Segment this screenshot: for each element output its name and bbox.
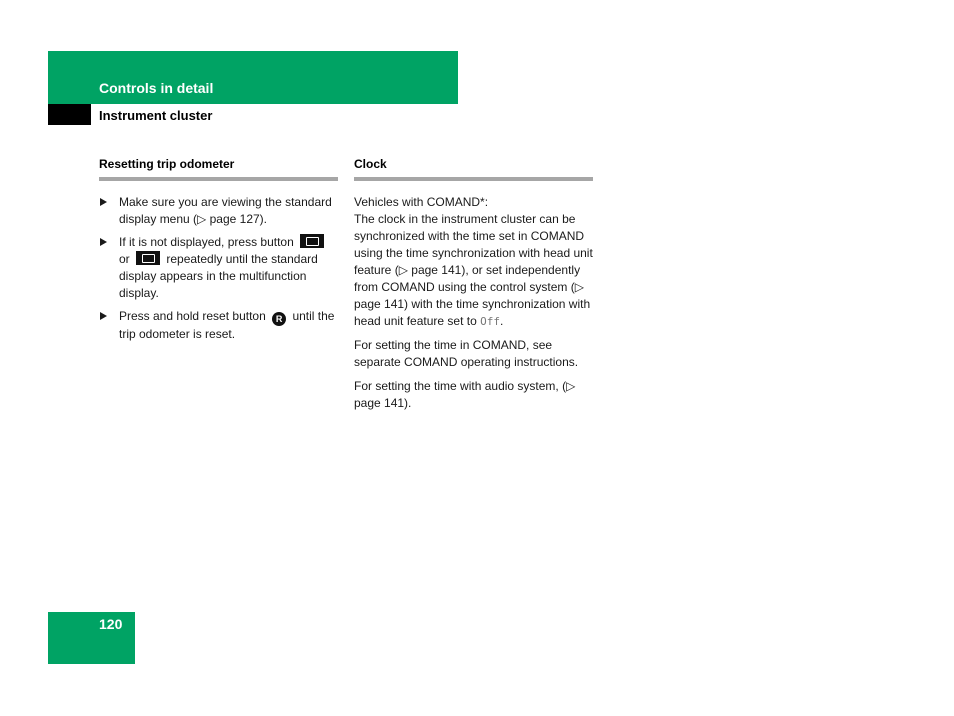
clock-para-3-b: page 141). — [354, 396, 412, 410]
left-column-heading: Resetting trip odometer — [99, 156, 338, 181]
page-number: 120 — [99, 616, 123, 632]
clock-paragraph-3 — [354, 378, 593, 412]
clock-paragraph-1 — [354, 194, 593, 330]
bullet-triangle-icon — [100, 198, 107, 206]
right-column-heading: Clock — [354, 156, 593, 181]
step-3-text-b: until the trip odometer is reset. — [119, 309, 335, 341]
display-value-off: Off — [480, 315, 500, 328]
page-ref-arrow-icon: ▷ — [197, 212, 207, 226]
clock-para-1-a: The clock in the instrument cluster can be synchronized with the time set in COMAND using the time synchronization with head unit feature ( — [354, 212, 593, 277]
step-1-text-a: Make sure you are viewing the standard display menu ( — [119, 195, 332, 226]
step-1-text-b: page 127). — [206, 212, 267, 226]
clock-para-1-b: page 141), or set independently from COMAND using the control system ( — [354, 263, 581, 294]
right-column — [354, 156, 593, 419]
display-up-button-icon — [300, 234, 324, 248]
left-column — [99, 156, 338, 349]
clock-para-1-line-1: Vehicles with COMAND*: — [354, 195, 489, 209]
step-item-3 — [99, 308, 338, 343]
clock-paragraph-2: For setting the time in COMAND, see separate COMAND operating instructions. — [354, 338, 579, 369]
bullet-triangle-icon — [100, 312, 107, 320]
step-item-2 — [99, 234, 338, 302]
page-ref-arrow-icon: ▷ — [566, 379, 576, 393]
clock-para-3-a: For setting the time with audio system, ( — [354, 379, 567, 393]
bullet-triangle-icon — [100, 238, 107, 246]
step-2-text-a: If it is not displayed, press button — [119, 235, 294, 249]
clock-para-1-c: page 141) with the time synchronization with head unit feature set to — [354, 297, 591, 328]
reset-button-icon: R — [272, 312, 286, 326]
chapter-tab-marker — [48, 104, 91, 125]
clock-para-1-end: . — [499, 314, 504, 328]
page-ref-arrow-icon: ▷ — [398, 263, 408, 277]
sub-section-title: Instrument cluster — [99, 108, 213, 123]
step-2-text-or: or — [119, 252, 130, 266]
display-down-button-icon — [136, 251, 160, 265]
step-3-text-a: Press and hold reset button — [119, 309, 266, 323]
section-title: Controls in detail — [99, 80, 214, 96]
step-2-text-b: repeatedly until the standard display appears in the multifunction display. — [119, 252, 318, 300]
section-header-bar — [48, 51, 458, 104]
page-ref-arrow-icon: ▷ — [574, 280, 584, 294]
step-item-1 — [99, 194, 338, 228]
